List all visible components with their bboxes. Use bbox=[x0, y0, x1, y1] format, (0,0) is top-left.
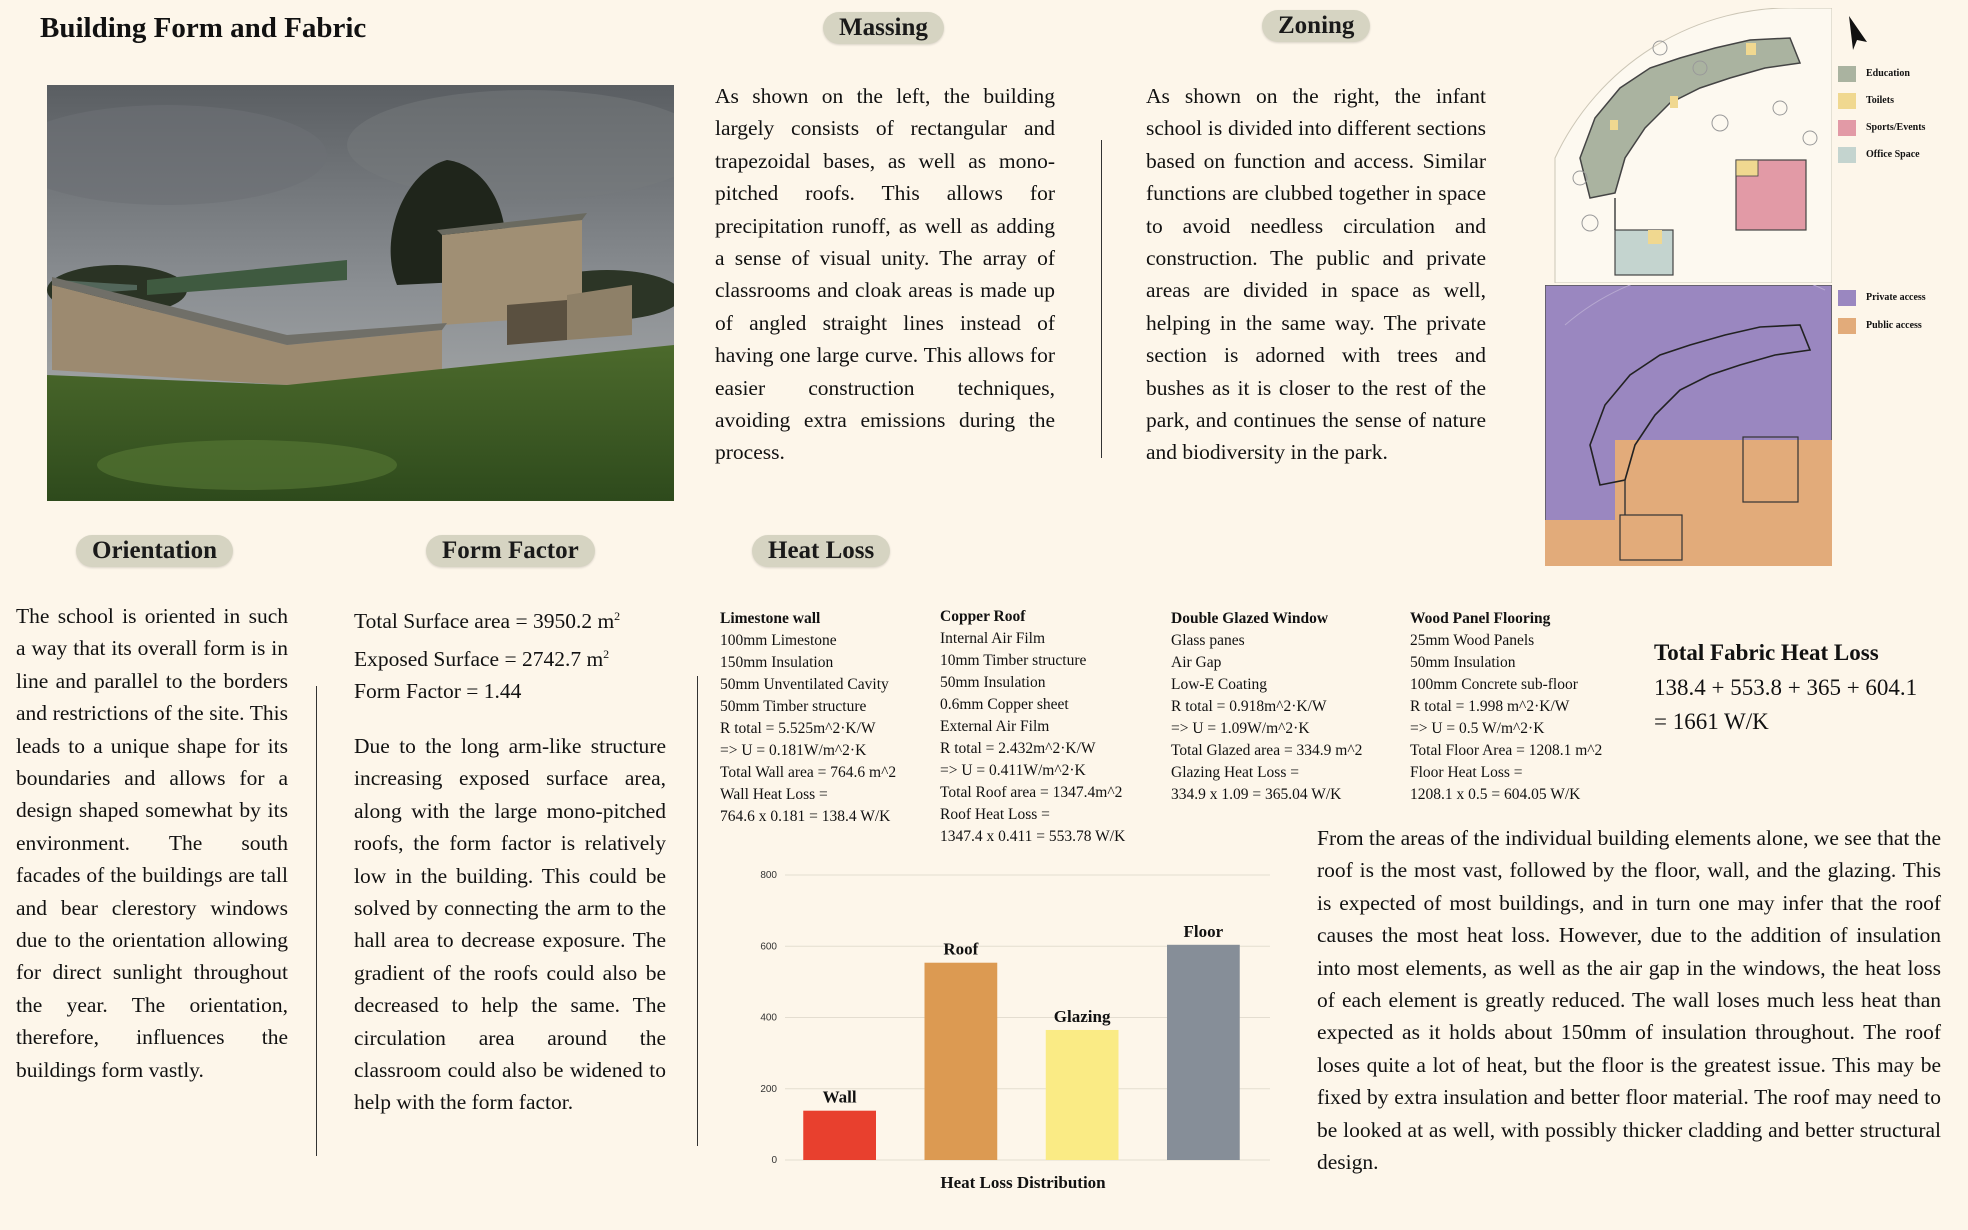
orientation-heading: Orientation bbox=[76, 535, 233, 567]
legend-swatch-toilets bbox=[1838, 93, 1856, 109]
zoning-text: As shown on the right, the infant school is divided into different sections based on function and access. Similar functions are clubbed together in space to avoid needless circulation and construction. The public and private areas are divided in space as well, helping in the same way. The private section is adorned with trees and bushes as it is closer to the rest of the park, and continues the sense of nature and biodiversity in the park. bbox=[1146, 84, 1486, 465]
access-plan-illustration bbox=[1545, 285, 1832, 566]
legend-swatch-private bbox=[1838, 290, 1856, 306]
function-legend bbox=[1838, 64, 1948, 174]
spec-line: External Air Film bbox=[940, 718, 1050, 735]
spec-line: => U = 1.09W/m^2·K bbox=[1171, 720, 1310, 737]
access-legend bbox=[1838, 290, 1958, 340]
spec-line: Total Floor Area = 1208.1 m^2 bbox=[1410, 742, 1603, 759]
chart-bar-glazing bbox=[1046, 1030, 1119, 1160]
legend-swatch-public bbox=[1838, 318, 1856, 334]
spec-copper-roof bbox=[940, 606, 1165, 848]
chart-y-tick-label: 0 bbox=[771, 1155, 777, 1166]
chart-x-axis-label: Heat Loss Distribution bbox=[940, 1173, 1106, 1192]
chart-y-tick-label: 400 bbox=[760, 1012, 777, 1024]
building-photo-illustration bbox=[47, 85, 674, 501]
spec-line: Glazing Heat Loss = bbox=[1171, 764, 1299, 781]
chart-bar-wall bbox=[803, 1111, 876, 1160]
spec-line: Roof Heat Loss = bbox=[940, 806, 1050, 823]
chart-bar-label-wall: Wall bbox=[822, 1087, 857, 1107]
spec-line: 100mm Limestone bbox=[720, 632, 837, 649]
total-heat-loss-sum: 138.4 + 553.8 + 365 + 604.1 bbox=[1654, 675, 1918, 700]
form-factor-text: Due to the long arm-like structure increasing exposed surface area, along with the large mono-pitched roofs, the form factor is relatively low in the building. This could be solved by connecting the arm to the hall area to decrease exposure. The gradient of the roofs could also be decreased to help the same. The circulation area around the classroom could also be widened to help with the form factor. bbox=[354, 734, 666, 1115]
chart-bar-floor bbox=[1167, 945, 1240, 1160]
heat-loss-discussion: From the areas of the individual building elements alone, we see that the roof is the most vast, followed by the floor, wall, and the glazing. This is expected of most buildings, and in turn one may infer that the roof causes the most heat loss. However, due to the addition of insulation into most elements, as well as the air gap in the windows, the heat loss of each element is greatly reduced. The wall loses much less heat than expected as it holds about 150mm of insulation throughout. The roof loses quite a lot of heat, but the floor is the greatest issue. This may be fixed by extra insulation and better floor material. The roof may need to be looked at as well, with possibly thicker cladding and better structural design. bbox=[1317, 826, 1941, 1175]
function-plan-illustration bbox=[1550, 8, 1832, 283]
legend-swatch-education bbox=[1838, 66, 1856, 82]
chart-y-tick-label: 200 bbox=[760, 1083, 777, 1095]
legend-label-private: Private access bbox=[1866, 292, 1926, 303]
spec-line: => U = 0.181W/m^2·K bbox=[720, 742, 867, 759]
divider bbox=[697, 676, 698, 1146]
total-surface-text: Total Surface area = 3950.2 m bbox=[354, 609, 615, 634]
legend-swatch-office bbox=[1838, 147, 1856, 163]
spec-title: Limestone wall bbox=[720, 610, 821, 627]
chart-y-tick-label: 800 bbox=[760, 870, 777, 881]
chart-bar-label-floor: Floor bbox=[1183, 921, 1224, 941]
spec-title: Wood Panel Flooring bbox=[1410, 610, 1551, 627]
legend-swatch-sports bbox=[1838, 120, 1856, 136]
heat-loss-chart bbox=[740, 860, 1280, 1200]
spec-line: Wall Heat Loss = bbox=[720, 786, 828, 803]
chart-bar-labels bbox=[823, 922, 1224, 1107]
spec-line: Total Wall area = 764.6 m^2 bbox=[720, 764, 897, 781]
spec-limestone-wall bbox=[720, 608, 930, 828]
massing-heading: Massing bbox=[823, 12, 944, 44]
spec-line: 1347.4 x 0.411 = 553.78 W/K bbox=[940, 828, 1126, 845]
spec-line: R total = 0.918m^2·K/W bbox=[1171, 698, 1327, 715]
spec-line: => U = 0.411W/m^2·K bbox=[940, 762, 1086, 779]
spec-line: 0.6mm Copper sheet bbox=[940, 696, 1069, 713]
massing-text: As shown on the left, the building largely consists of rectangular and trapezoidal bases, as well as mono-pitched roofs. This allows for precipitation runoff, as well as adding a sense of visual unity. The array of classrooms and cloak areas is made up of angled straight lines instead of having one large curve. This allows for easier construction techniques, avoiding extra emissions during the process. bbox=[715, 84, 1055, 465]
spec-line: Internal Air Film bbox=[940, 630, 1046, 647]
access-zoning-plan bbox=[1545, 285, 1832, 566]
spec-line: => U = 0.5 W/m^2·K bbox=[1410, 720, 1545, 737]
spec-title: Double Glazed Window bbox=[1171, 610, 1329, 627]
spec-title: Copper Roof bbox=[940, 608, 1026, 625]
chart-bars bbox=[803, 945, 1240, 1160]
north-arrow-icon bbox=[1845, 12, 1871, 52]
spec-line: R total = 5.525m^2·K/W bbox=[720, 720, 876, 737]
legend-label-education: Education bbox=[1866, 68, 1910, 79]
zoning-heading: Zoning bbox=[1262, 10, 1370, 42]
chart-bar-roof bbox=[925, 963, 998, 1160]
divider bbox=[1101, 140, 1102, 458]
total-heat-loss-result: = 1661 W/K bbox=[1654, 709, 1769, 734]
page-title: Building Form and Fabric bbox=[40, 12, 367, 44]
spec-line: R total = 1.998 m^2·K/W bbox=[1410, 698, 1570, 715]
orientation-text: The school is oriented in such a way that its overall form is in line and parallel to the borders and restrictions of the site. This leads to a unique shape for its boundaries and allows for a design shaped somewhat by its environment. The south facades of the buildings are tall and bear clerestory windows due to the orientation allowing for direct sunlight throughout the year. The orientation, therefore, influences the buildings form vastly. bbox=[16, 604, 288, 1082]
spec-line: R total = 2.432m^2·K/W bbox=[940, 740, 1096, 757]
function-zoning-plan bbox=[1550, 8, 1832, 283]
chart-y-ticks bbox=[760, 870, 777, 1166]
chart-y-tick-label: 600 bbox=[760, 941, 777, 953]
legend-label-sports: Sports/Events bbox=[1866, 122, 1926, 133]
exposed-surface-text: Exposed Surface = 2742.7 m bbox=[354, 646, 604, 671]
exposed-surface-line bbox=[354, 638, 674, 676]
spec-line: 100mm Concrete sub-floor bbox=[1410, 676, 1578, 693]
spec-line: 764.6 x 0.181 = 138.4 W/K bbox=[720, 808, 891, 825]
legend-label-office: Office Space bbox=[1866, 149, 1920, 160]
chart-bar-label-roof: Roof bbox=[943, 939, 979, 959]
spec-line: 50mm Unventilated Cavity bbox=[720, 676, 889, 693]
building-photo bbox=[47, 85, 674, 501]
spec-line: 150mm Insulation bbox=[720, 654, 834, 671]
legend-label-toilets: Toilets bbox=[1866, 95, 1894, 106]
legend-label-public: Public access bbox=[1866, 320, 1922, 331]
spec-wood-panel-flooring bbox=[1410, 608, 1645, 806]
form-factor-line: Form Factor = 1.44 bbox=[354, 679, 522, 704]
spec-line: Low-E Coating bbox=[1171, 676, 1267, 693]
divider bbox=[316, 686, 317, 1156]
chart-bar-label-glazing: Glazing bbox=[1053, 1006, 1111, 1026]
spec-line: Total Roof area = 1347.4m^2 bbox=[940, 784, 1123, 801]
heat-loss-heading: Heat Loss bbox=[752, 535, 890, 567]
spec-line: 50mm Insulation bbox=[1410, 654, 1516, 671]
spec-line: 25mm Wood Panels bbox=[1410, 632, 1535, 649]
spec-line: Floor Heat Loss = bbox=[1410, 764, 1523, 781]
spec-line: 1208.1 x 0.5 = 604.05 W/K bbox=[1410, 786, 1581, 803]
spec-line: 50mm Insulation bbox=[940, 674, 1046, 691]
form-factor-figures bbox=[354, 600, 674, 708]
form-factor-heading: Form Factor bbox=[426, 535, 595, 567]
spec-line: 50mm Timber structure bbox=[720, 698, 867, 715]
spec-line: Air Gap bbox=[1171, 654, 1222, 671]
spec-line: Glass panes bbox=[1171, 632, 1245, 649]
spec-line: 334.9 x 1.09 = 365.04 W/K bbox=[1171, 786, 1342, 803]
total-heat-loss-title: Total Fabric Heat Loss bbox=[1654, 640, 1879, 665]
spec-line: 10mm Timber structure bbox=[940, 652, 1087, 669]
exposed-surface-sup: 2 bbox=[603, 646, 610, 661]
total-surface-sup: 2 bbox=[614, 609, 621, 623]
total-surface-line bbox=[354, 600, 674, 638]
spec-double-glazed-window bbox=[1171, 608, 1401, 806]
spec-line: Total Glazed area = 334.9 m^2 bbox=[1171, 742, 1363, 759]
